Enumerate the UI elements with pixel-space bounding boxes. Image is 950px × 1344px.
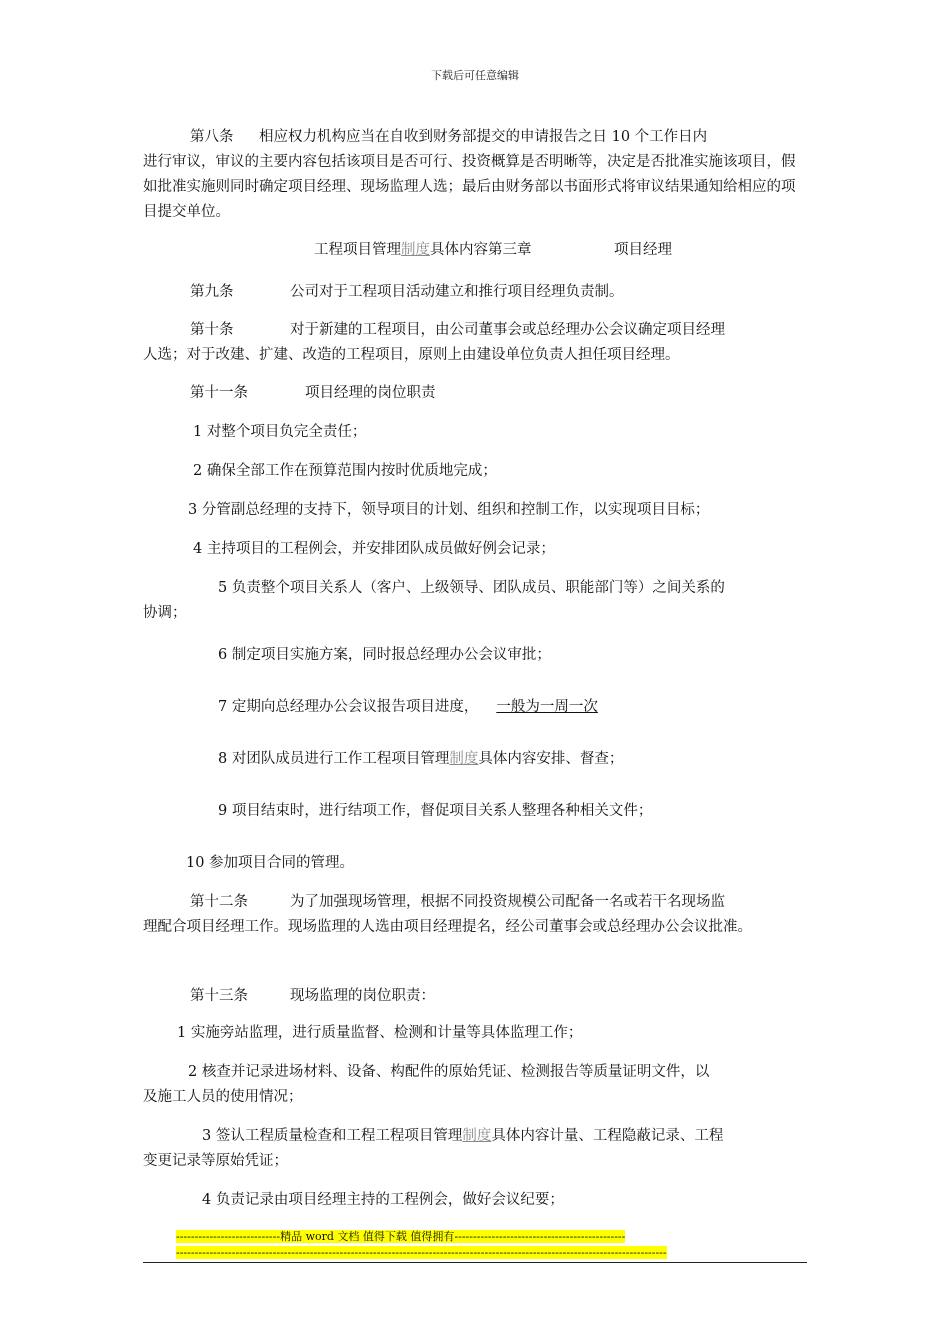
pm-duty-8-pre: 8 对团队成员进行工作工程项目管理 bbox=[218, 751, 450, 767]
article-8-label: 第八条 bbox=[190, 129, 234, 145]
footer-rule bbox=[143, 1262, 807, 1263]
chapter-heading-link[interactable]: 制度 bbox=[401, 242, 430, 258]
article-10-line1: 对于新建的工程项目，由公司董事会或总经理办公会议确定项目经理 bbox=[290, 322, 725, 338]
footer-banner-line2 bbox=[176, 1245, 776, 1260]
supervisor-duty-3-link[interactable]: 制度 bbox=[462, 1128, 492, 1144]
article-13-label: 第十三条 bbox=[190, 988, 248, 1004]
footer-banner-dashes: ------------------------------------------------------------------------------------------------------------------------------------ bbox=[176, 1246, 667, 1259]
chapter-title: 项目经理 bbox=[614, 242, 672, 258]
chapter-heading bbox=[314, 238, 532, 263]
pm-duty-7-frequency: 一般为一周一次 bbox=[496, 699, 598, 715]
supervisor-duty-2-cont: 及施工人员的使用情况； bbox=[143, 1089, 303, 1105]
article-12-line1: 为了加强现场管理，根据不同投资规模公司配备一名或若干名现场监 bbox=[290, 894, 725, 910]
pm-duty-6: 6 制定项目实施方案，同时报总经理办公会议审批； bbox=[218, 647, 551, 663]
pm-duty-2: 2 确保全部工作在预算范围内按时优质地完成； bbox=[193, 463, 497, 479]
pm-duty-10: 10 参加项目合同的管理。 bbox=[186, 855, 355, 871]
footer-banner-text: ----------------------------精品 word 文档 值得下载 值得拥有---------------------------------------------- bbox=[176, 1230, 626, 1243]
pm-duty-8-post: 具体内容安排、督查； bbox=[478, 751, 624, 767]
footer-banner-line1 bbox=[176, 1229, 776, 1244]
pm-duty-8 bbox=[218, 747, 623, 772]
pm-duty-4: 4 主持项目的工程例会，并安排团队成员做好例会记录； bbox=[193, 541, 555, 557]
supervisor-duty-4: 4 负责记录由项目经理主持的工程例会，做好会议纪要； bbox=[202, 1192, 564, 1208]
article-8-line1: 相应权力机构应当在自收到财务部提交的申请报告之日 10 个工作日内 bbox=[259, 129, 708, 145]
article-13-text: 现场监理的岗位职责： bbox=[290, 988, 435, 1004]
supervisor-duty-3 bbox=[202, 1124, 723, 1149]
chapter-heading-pre: 工程项目管理 bbox=[314, 242, 401, 258]
pm-duty-7-text: 7 定期向总经理办公会议报告项目进度， bbox=[218, 699, 479, 715]
pm-duty-5-cont: 协调； bbox=[143, 605, 187, 621]
pm-duty-5: 5 负责整个项目关系人（客户、上级领导、团队成员、职能部门等）之间关系的 bbox=[218, 580, 725, 596]
pm-duty-8-link[interactable]: 制度 bbox=[449, 751, 479, 767]
supervisor-duty-3-post: 具体内容计量、工程隐蔽记录、工程 bbox=[491, 1128, 724, 1144]
pm-duty-1: 1 对整个项目负完全责任； bbox=[193, 424, 367, 440]
supervisor-duty-1: 1 实施旁站监理，进行质量监督、检测和计量等具体监理工作； bbox=[177, 1025, 583, 1041]
pm-duty-7 bbox=[218, 695, 607, 720]
page-header: 下载后可任意编辑 bbox=[431, 69, 519, 82]
supervisor-duty-3-cont: 变更记录等原始凭证； bbox=[143, 1153, 288, 1169]
supervisor-duty-3-pre: 3 签认工程质量检查和工程工程项目管理 bbox=[202, 1128, 463, 1144]
article-12-label: 第十二条 bbox=[190, 894, 248, 910]
article-9-label: 第九条 bbox=[190, 284, 234, 300]
article-10-body: 人选；对于改建、扩建、改造的工程项目，原则上由建设单位负责人担任项目经理。 bbox=[143, 347, 680, 363]
article-11-text: 项目经理的岗位职责 bbox=[305, 385, 436, 401]
article-9-text: 公司对于工程项目活动建立和推行项目经理负责制。 bbox=[290, 284, 624, 300]
chapter-heading-post: 具体内容第三章 bbox=[430, 242, 532, 258]
pm-duty-9: 9 项目结束时，进行结项工作，督促项目关系人整理各种相关文件； bbox=[218, 803, 653, 819]
article-11-label: 第十一条 bbox=[190, 385, 248, 401]
pm-duty-3: 3 分管副总经理的支持下，领导项目的计划、组织和控制工作，以实现项目目标； bbox=[188, 502, 710, 518]
supervisor-duty-2: 2 核查并记录进场材料、设备、构配件的原始凭证、检测报告等质量证明文件，以 bbox=[188, 1064, 710, 1080]
article-12-body: 理配合项目经理工作。现场监理的人选由项目经理提名，经公司董事会或总经理办公会议批准。 bbox=[143, 919, 752, 935]
article-8-body: 进行审议，审议的主要内容包括该项目是否可行、投资概算是否明晰等，决定是否批准实施该项目，假如批准实施则同时确定项目经理、现场监理人选；最后由财务部以书面形式将审议结果通知给相应的项目提交单位。 bbox=[143, 154, 796, 220]
article-10-label: 第十条 bbox=[190, 322, 234, 338]
